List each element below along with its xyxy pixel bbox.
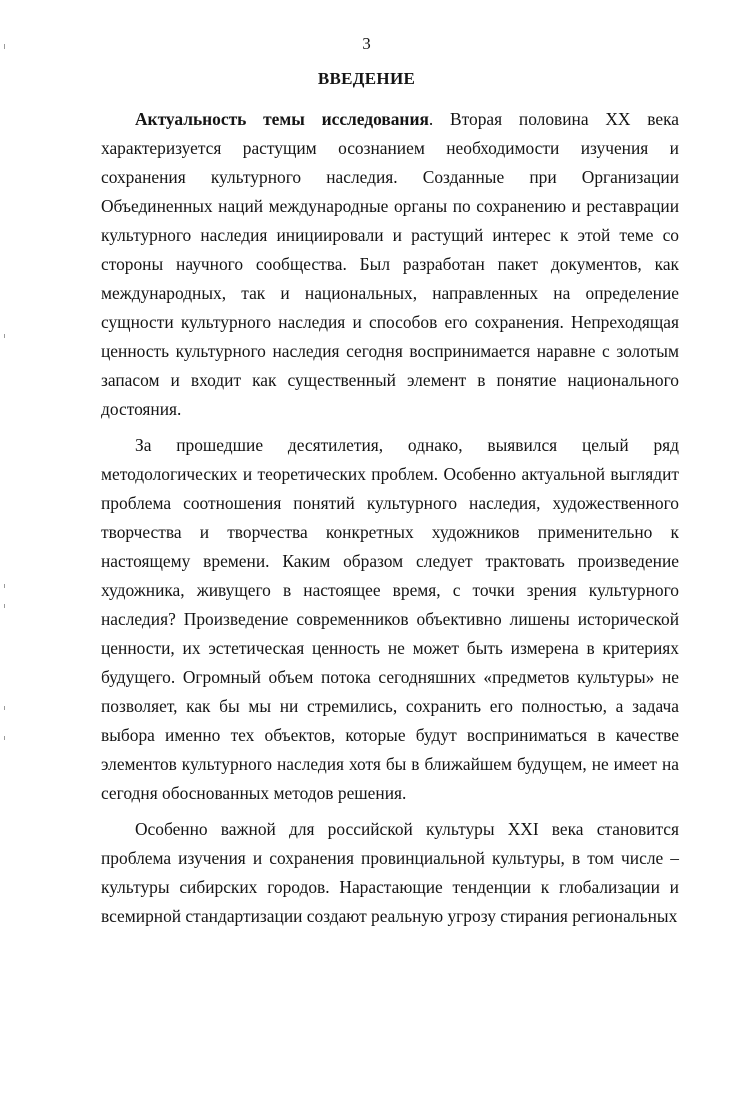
body-text bbox=[101, 105, 679, 938]
scan-artifact bbox=[4, 584, 5, 588]
paragraph-lead: Актуальность темы исследования bbox=[135, 109, 429, 129]
paragraph-provincial-culture: Особенно важной для российской культуры XXI века становится проблема изучения и сохранения провинциальной культуры, в том числе – культуры сибирских городов. Нарастающие тенденции к глобализации и всемирной стандартизации создают реальную угрозу стирания региональных bbox=[101, 819, 679, 926]
scan-artifact bbox=[4, 736, 5, 740]
scan-artifact bbox=[4, 706, 5, 710]
paragraph-text: . Вторая половина XX века характеризуется растущим осознанием необходимости изучения и сохранения культурного наследия. Созданные при Организации Объединенных наций международные органы по сохранению и реставрации культурного наследия инициировали и растущий интерес к этой теме со стороны научного сообщества. Был разработан пакет документов, как международных, так и национальных, направленных на определение сущности культурного наследия и способов его сохранения. Непреходящая ценность культурного наследия сегодня воспринимается наравне с золотым запасом и входит как существенный элемент в понятие национального достояния. bbox=[101, 109, 679, 419]
page-number: 3 bbox=[362, 34, 371, 53]
scan-artifact bbox=[4, 334, 5, 338]
paragraph-relevance bbox=[101, 105, 679, 424]
paragraph-problems: За прошедшие десятилетия, однако, выявился целый ряд методологических и теоретических проблем. Особенно актуальной выглядит проблема соотношения понятий культурного наследия, художественного творчества и творчества конкретных художников применительно к настоящему времени. Каким образом следует трактовать произведение художника, живущего в настоящее время, с точки зрения культурного наследия? Произведение современников объективно лишены исторической ценности, их эстетическая ценность не может быть измерена в критериях будущего. Огромный объем потока сегодняшних «предметов культуры» не позволяет, как бы мы ни стремились, сохранить его полностью, а задача выбора именно тех объектов, которые будут восприниматься в качестве элементов культурного наследия хотя бы в ближайшем будущем, не имеет на сегодня обоснованных методов решения. bbox=[101, 435, 679, 803]
section-heading: ВВЕДЕНИЕ bbox=[317, 69, 416, 88]
scan-artifact bbox=[4, 604, 5, 608]
